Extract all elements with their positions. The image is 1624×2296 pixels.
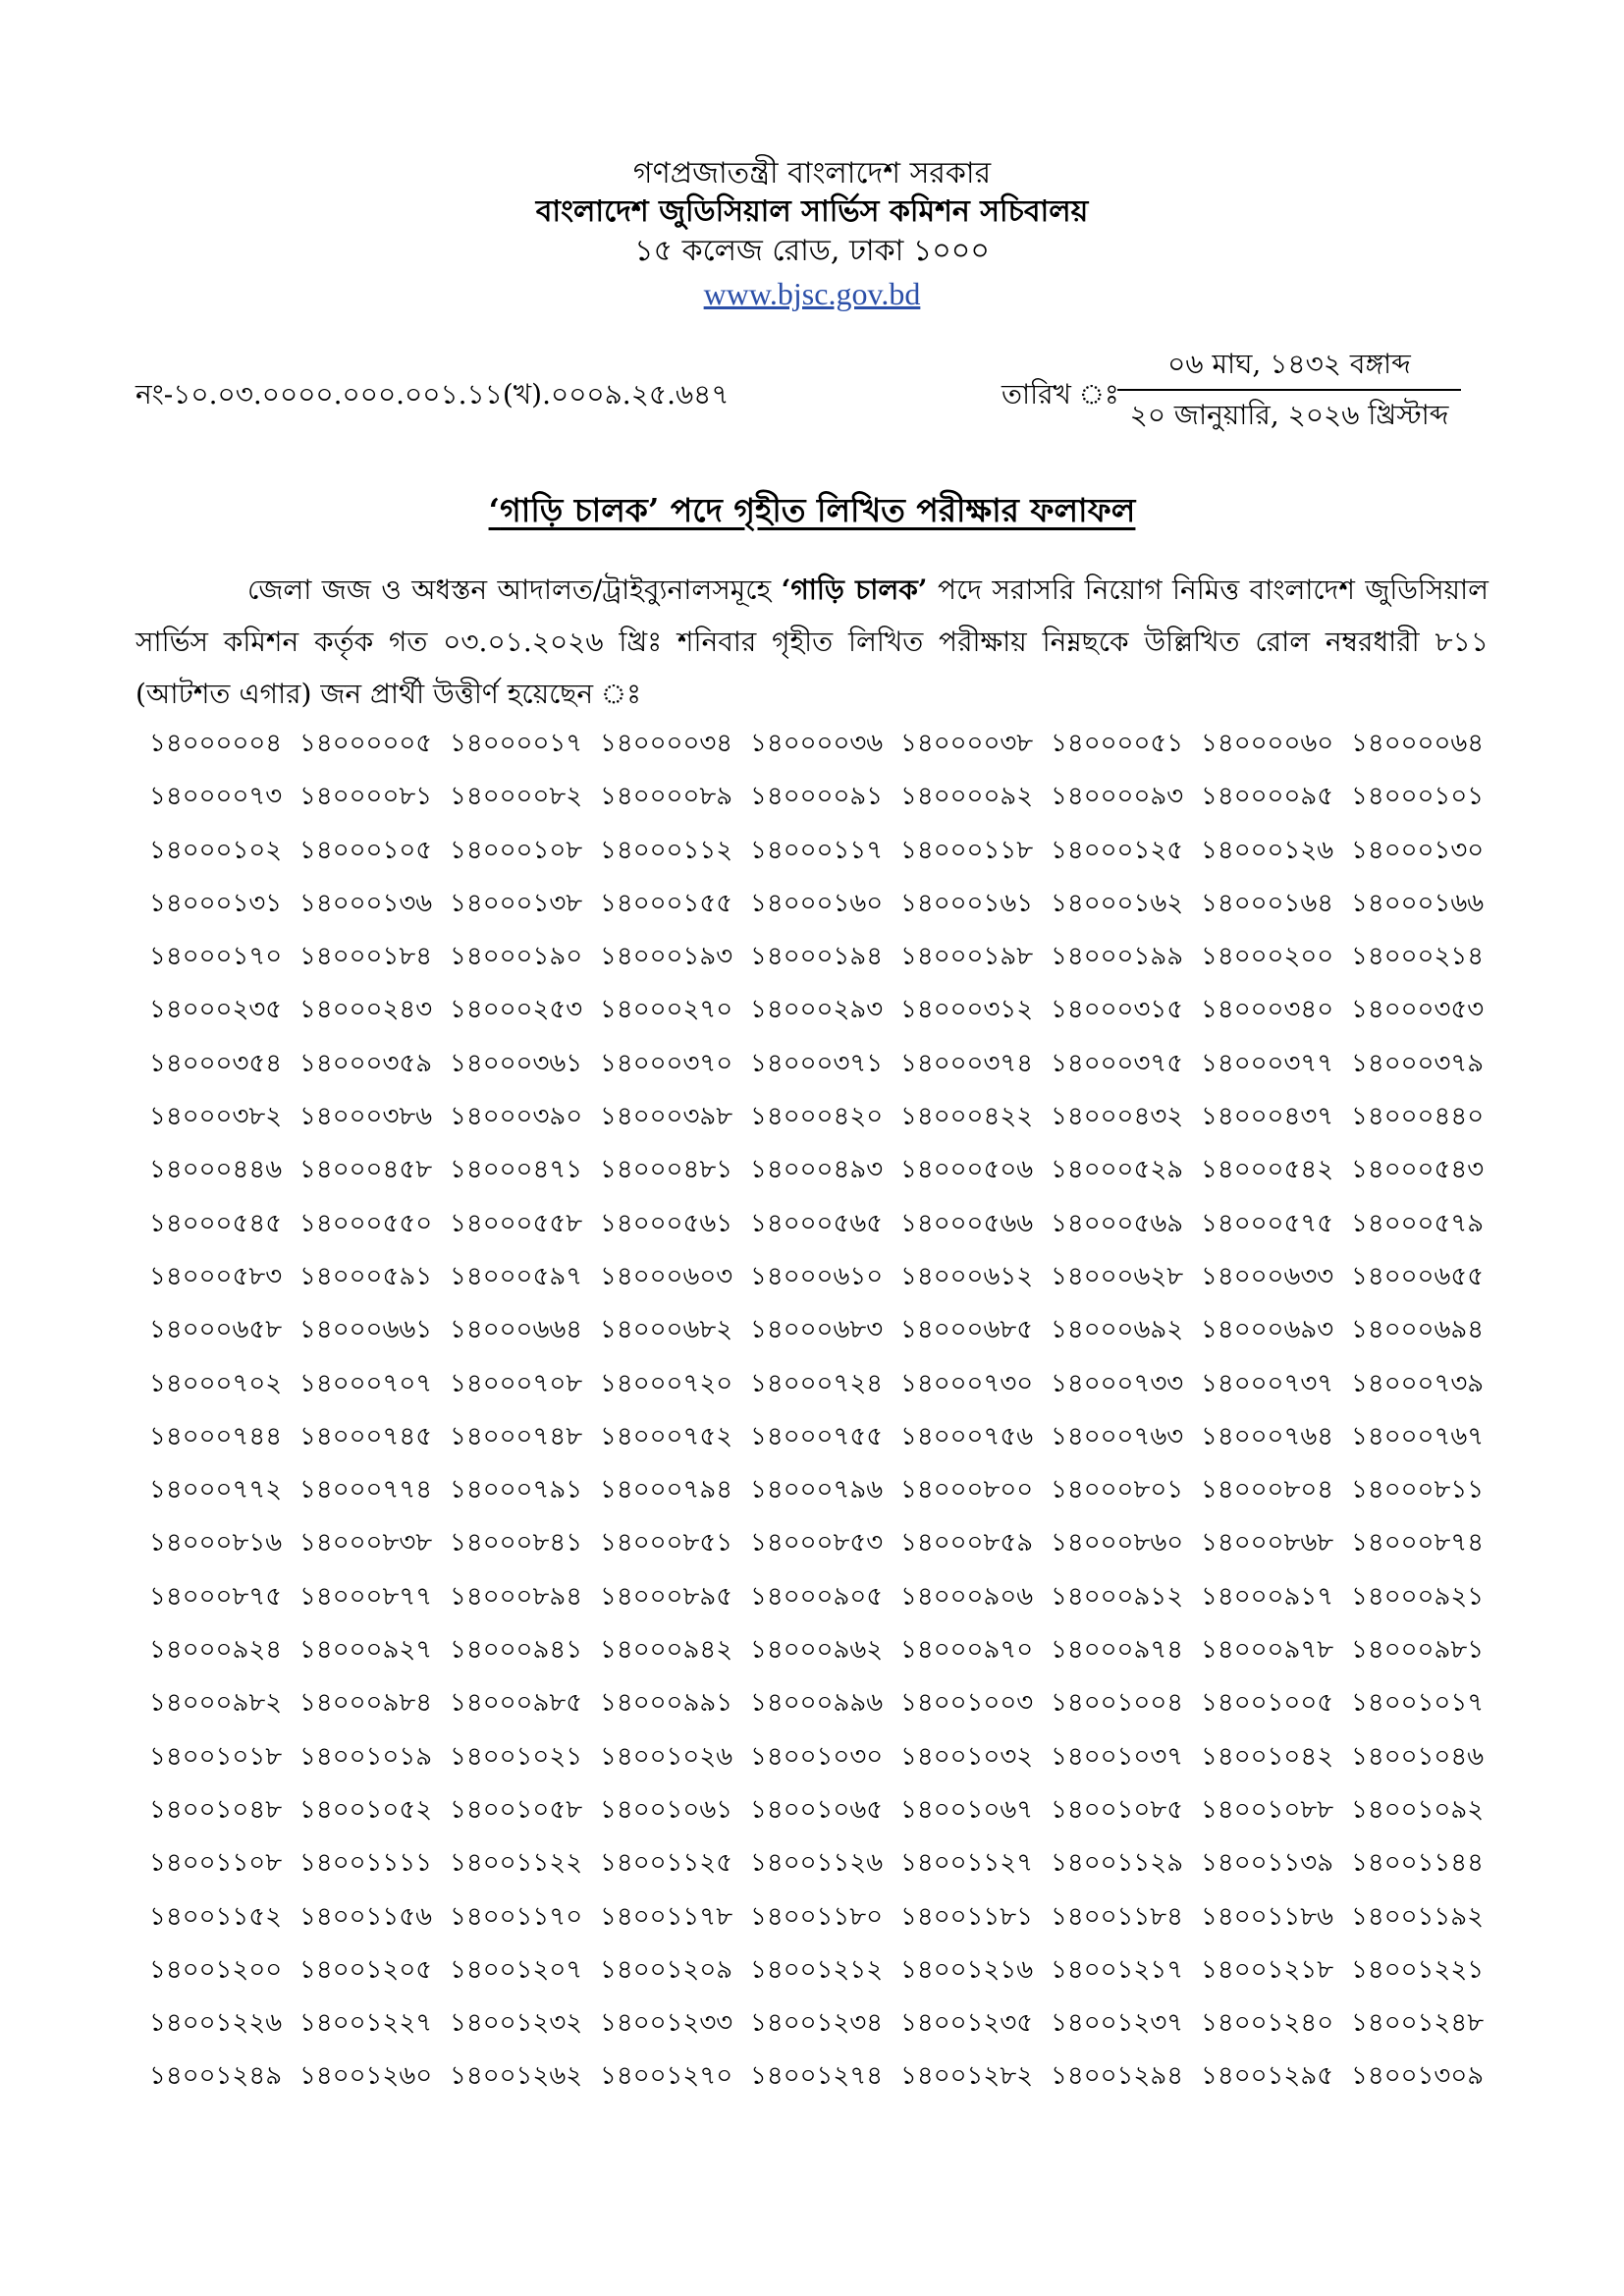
roll-number: ১৪০০১১৯২ — [1351, 1901, 1485, 1932]
roll-number: ১৪০০০৯৮২ — [149, 1688, 283, 1719]
roll-number: ১৪০০০৮৯৫ — [600, 1581, 733, 1612]
roll-number: ১৪০০০২৪৩ — [299, 995, 433, 1025]
roll-number: ১৪০০০৮০৪ — [1201, 1475, 1334, 1505]
roll-number: ১৪০০০৬৬১ — [299, 1315, 433, 1345]
roll-number: ১৪০০১০৮৫ — [1051, 1794, 1184, 1825]
roll-number: ১৪০০০৬৫৮ — [149, 1315, 283, 1345]
roll-number: ১৪০০১১৮৪ — [1051, 1901, 1184, 1932]
roll-number: ১৪০০০১৫৫ — [600, 888, 733, 918]
roll-number: ১৪০০০৫৬৫ — [750, 1208, 884, 1238]
roll-number: ১৪০০০৩১২ — [900, 995, 1034, 1025]
body-post: ‘গাড়ি চালক’ — [781, 574, 928, 606]
roll-number: ১৪০০০৫৭৫ — [1201, 1208, 1334, 1238]
roll-number: ১৪০০১০৪২ — [1201, 1741, 1334, 1772]
roll-number: ১৪০০০৯০৬ — [900, 1581, 1034, 1612]
roll-number: ১৪০০০৪২২ — [900, 1102, 1034, 1132]
roll-number: ১৪০০০০৯২ — [900, 782, 1034, 812]
roll-number: ১৪০০০০০৫ — [299, 729, 433, 758]
roll-number: ১৪০০০২৫৩ — [450, 995, 583, 1025]
roll-number: ১৪০০০২১৪ — [1351, 942, 1485, 972]
roll-number: ১৪০০০০৩৬ — [750, 729, 884, 758]
roll-number: ১৪০০০৪২০ — [750, 1102, 884, 1132]
roll-number: ১৪০০০০৯৫ — [1201, 782, 1334, 812]
body-part2: পদে সরাসরি নিয়োগ নিমিত্ত বাংলাদেশ জুডিসিয়াল সার্ভিস কমিশন কর্তৃক গত ০৩.০১.২০২৬ খ্রিঃ শনিবার গৃহীত লিখিত পরীক্ষায় নিম্নছকে উল্লিখিত রোল নম্বরধারী ৮১১ (আটশত এগার) জন প্রার্থী উত্তীর্ণ হয়েছেন ঃ — [135, 574, 1489, 710]
roll-number: ১৪০০০৩৯০ — [450, 1102, 583, 1132]
roll-number: ১৪০০১২৩৭ — [1051, 2008, 1184, 2039]
roll-number: ১৪০০০১৩১ — [149, 888, 283, 918]
roll-number: ১৪০০১৩০৯ — [1351, 2061, 1485, 2092]
roll-number: ১৪০০১২২১ — [1351, 1954, 1485, 1985]
roll-number: ১৪০০০৩৫৩ — [1351, 995, 1485, 1025]
roll-number: ১৪০০০০৩৪ — [600, 729, 733, 758]
roll-number: ১৪০০০১৯০ — [450, 942, 583, 972]
roll-number: ১৪০০০৯৪১ — [450, 1635, 583, 1666]
roll-number: ১৪০০০৪৭১ — [450, 1155, 583, 1185]
roll-number: ১৪০০০৬১২ — [900, 1261, 1034, 1291]
government-name: গণপ্রজাতন্ত্রী বাংলাদেশ সরকার — [632, 156, 992, 191]
roll-number: ১৪০০১০১৮ — [149, 1741, 283, 1772]
roll-number: ১৪০০১০৪৮ — [149, 1794, 283, 1825]
roll-number: ১৪০০০৩৭০ — [600, 1048, 733, 1078]
roll-number: ১৪০০০৩৭৫ — [1051, 1048, 1184, 1078]
roll-number: ১৪০০০৫৬১ — [600, 1208, 733, 1238]
roll-number: ১৪০০০৯৭০ — [900, 1635, 1034, 1666]
date-bangla: ০৬ মাঘ, ১৪৩২ বঙ্গাব্দ — [1117, 344, 1461, 391]
roll-number: ১৪০০০১২৫ — [1051, 835, 1184, 865]
office-name: বাংলাদেশ জুডিসিয়াল সার্ভিস কমিশন সচিবালয় — [535, 194, 1089, 229]
roll-number: ১৪০০০৮৬৮ — [1201, 1528, 1334, 1558]
roll-number: ১৪০০০৫৯১ — [299, 1261, 433, 1291]
roll-number: ১৪০০১২০০ — [149, 1954, 283, 1985]
roll-number: ১৪০০১০৬১ — [600, 1794, 733, 1825]
roll-number: ১৪০০১১৪৪ — [1351, 1848, 1485, 1879]
roll-number: ১৪০০১০০৩ — [900, 1688, 1034, 1719]
roll-number: ১৪০০১২৯৪ — [1051, 2061, 1184, 2092]
roll-number: ১৪০০০৮০০ — [900, 1475, 1034, 1505]
roll-number: ১৪০০০১৩০ — [1351, 835, 1485, 865]
roll-number: ১৪০০০৯৭৪ — [1051, 1635, 1184, 1666]
roll-number: ১৪০০০২৭০ — [600, 995, 733, 1025]
roll-number: ১৪০০০৩১৫ — [1051, 995, 1184, 1025]
roll-number: ১৪০০০৪৩২ — [1051, 1102, 1184, 1132]
memo-number: নং-১০.০৩.০০০০.০০০.০০১.১১(খ).০০০৯.২৫.৬৪৭ — [135, 378, 730, 410]
roll-number: ১৪০০১১২২ — [450, 1848, 583, 1879]
roll-number: ১৪০০০৩৭৯ — [1351, 1048, 1485, 1078]
roll-number: ১৪০০০০৮১ — [299, 782, 433, 812]
roll-number: ১৪০০১২৩৩ — [600, 2008, 733, 2039]
roll-number: ১৪০০০৭৫৬ — [900, 1421, 1034, 1451]
roll-number: ১৪০০১১০৮ — [149, 1848, 283, 1879]
roll-number: ১৪০০০৭৬৪ — [1201, 1421, 1334, 1451]
roll-number: ১৪০০০১৬৪ — [1201, 888, 1334, 918]
roll-number: ১৪০০০১০৮ — [450, 835, 583, 865]
roll-number: ১৪০০০৯২১ — [1351, 1581, 1485, 1612]
roll-number: ১৪০০০৬৯৪ — [1351, 1315, 1485, 1345]
letterhead — [0, 155, 1624, 316]
roll-number: ১৪০০১২১২ — [750, 1954, 884, 1985]
roll-number: ১৪০০০৬৬৪ — [450, 1315, 583, 1345]
roll-number: ১৪০০০৫৮৩ — [149, 1261, 283, 1291]
roll-number: ১৪০০১০১৯ — [299, 1741, 433, 1772]
roll-number: ১৪০০০৮৭৭ — [299, 1581, 433, 1612]
roll-number: ১৪০০০৯৮১ — [1351, 1635, 1485, 1666]
roll-number: ১৪০০০৩৭৪ — [900, 1048, 1034, 1078]
roll-number: ১৪০০০৭২৪ — [750, 1368, 884, 1398]
roll-number: ১৪০০১০৬৭ — [900, 1794, 1034, 1825]
roll-number: ১৪০০০৮৫৩ — [750, 1528, 884, 1558]
roll-number: ১৪০০০১১২ — [600, 835, 733, 865]
roll-number: ১৪০০১২২৭ — [299, 2008, 433, 2039]
roll-number: ১৪০০০১৩৮ — [450, 888, 583, 918]
roll-number: ১৪০০০৫৫০ — [299, 1208, 433, 1238]
roll-number: ১৪০০০৮৩৮ — [299, 1528, 433, 1558]
roll-number: ১৪০০০১২৬ — [1201, 835, 1334, 865]
roll-number: ১৪০০১২৭০ — [600, 2061, 733, 2092]
roll-number: ১৪০০০০৯১ — [750, 782, 884, 812]
roll-number: ১৪০০০০১৭ — [450, 729, 583, 758]
roll-number: ১৪০০০৭৯১ — [450, 1475, 583, 1505]
roll-number: ১৪০০১২৬২ — [450, 2061, 583, 2092]
roll-number: ১৪০০০৮৯৪ — [450, 1581, 583, 1612]
roll-number: ১৪০০১২২৬ — [149, 2008, 283, 2039]
roll-number: ১৪০০০৭৩৯ — [1351, 1368, 1485, 1398]
roll-number: ১৪০০১২৬০ — [299, 2061, 433, 2092]
roll-number: ১৪০০০৬০৩ — [600, 1261, 733, 1291]
roll-number: ১৪০০০৮৭৫ — [149, 1581, 283, 1612]
roll-number: ১৪০০০২০০ — [1201, 942, 1334, 972]
roll-number: ১৪০০০৩৭৭ — [1201, 1048, 1334, 1078]
roll-number: ১৪০০০৮৫৯ — [900, 1528, 1034, 1558]
roll-number: ১৪০০০৩৭১ — [750, 1048, 884, 1078]
roll-number: ১৪০০০৫২৯ — [1051, 1155, 1184, 1185]
roll-number: ১৪০০০৫৫৮ — [450, 1208, 583, 1238]
roll-number: ১৪০০১২৪০ — [1201, 2008, 1334, 2039]
roll-number: ১৪০০১২১৮ — [1201, 1954, 1334, 1985]
roll-number: ১৪০০১০৪৬ — [1351, 1741, 1485, 1772]
title-quote-close: ’ — [647, 491, 660, 529]
roll-number: ১৪০০০৭৪৫ — [299, 1421, 433, 1451]
office-address: ১৫ কলেজ রোড, ঢাকা ১০০০ — [634, 234, 990, 268]
roll-number: ১৪০০১২১৬ — [900, 1954, 1034, 1985]
roll-number: ১৪০০০৭৬৭ — [1351, 1421, 1485, 1451]
roll-number: ১৪০০০৬২৮ — [1051, 1261, 1184, 1291]
roll-number: ১৪০০০৪৯৩ — [750, 1155, 884, 1185]
roll-number: ১৪০০০৯৮৫ — [450, 1688, 583, 1719]
roll-number: ১৪০০০৯২৪ — [149, 1635, 283, 1666]
roll-number: ১৪০০১০৩০ — [750, 1741, 884, 1772]
roll-number: ১৪০০০৭০২ — [149, 1368, 283, 1398]
roll-number: ১৪০০১২১৭ — [1051, 1954, 1184, 1985]
roll-number: ১৪০০১১২৬ — [750, 1848, 884, 1879]
roll-number: ১৪০০০৭৬৩ — [1051, 1421, 1184, 1451]
roll-number: ১৪০০০১০২ — [149, 835, 283, 865]
roll-number: ১৪০০০০৭৩ — [149, 782, 283, 812]
roll-number: ১৪০০১১৮০ — [750, 1901, 884, 1932]
roll-number: ১৪০০০৫৭৯ — [1351, 1208, 1485, 1238]
roll-number: ১৪০০০৩৮২ — [149, 1102, 283, 1132]
date-block — [1117, 344, 1461, 436]
roll-number: ১৪০০০৮৭৪ — [1351, 1528, 1485, 1558]
title-post: গাড়ি চালক — [500, 491, 648, 529]
roll-number: ১৪০০০১৯৩ — [600, 942, 733, 972]
roll-number: ১৪০০০৭৯৬ — [750, 1475, 884, 1505]
roll-number: ১৪০০০১০৫ — [299, 835, 433, 865]
roll-number: ১৪০০০১৭০ — [149, 942, 283, 972]
roll-number: ১৪০০০১৯৯ — [1051, 942, 1184, 972]
roll-number: ১৪০০০৬৯৩ — [1201, 1315, 1334, 1345]
roll-number: ১৪০০১২০৭ — [450, 1954, 583, 1985]
title-rest: পদে গৃহীত লিখিত পরীক্ষার ফলাফল — [659, 491, 1136, 529]
roll-number: ১৪০০১২৩৪ — [750, 2008, 884, 2039]
roll-number: ১৪০০০৭৪৮ — [450, 1421, 583, 1451]
roll-number: ১৪০০১১৭০ — [450, 1901, 583, 1932]
roll-number: ১৪০০০৮৪১ — [450, 1528, 583, 1558]
roll-number: ১৪০০০৩৪০ — [1201, 995, 1334, 1025]
roll-number: ১৪০০১০২১ — [450, 1741, 583, 1772]
roll-number: ১৪০০০৯১২ — [1051, 1581, 1184, 1612]
roll-number: ১৪০০০২৩৫ — [149, 995, 283, 1025]
roll-number: ১৪০০১২৭৪ — [750, 2061, 884, 2092]
roll-number: ১৪০০১২৪৮ — [1351, 2008, 1485, 2039]
roll-number: ১৪০০০১১৮ — [900, 835, 1034, 865]
roll-number: ১৪০০০৭০৭ — [299, 1368, 433, 1398]
roll-number: ১৪০০০৬৮৩ — [750, 1315, 884, 1345]
roll-number: ১৪০০১২৩২ — [450, 2008, 583, 2039]
roll-number: ১৪০০০৭৭৪ — [299, 1475, 433, 1505]
roll-number: ১৪০০০০৯৩ — [1051, 782, 1184, 812]
roll-number: ১৪০০০৪৮১ — [600, 1155, 733, 1185]
roll-number: ১৪০০০০০৪ — [149, 729, 283, 758]
roll-number: ১৪০০১০৩৭ — [1051, 1741, 1184, 1772]
roll-number: ১৪০০০৪৫৮ — [299, 1155, 433, 1185]
roll-number: ১৪০০০০৮২ — [450, 782, 583, 812]
roll-number: ১৪০০১০২৬ — [600, 1741, 733, 1772]
roll-number: ১৪০০০৭৭২ — [149, 1475, 283, 1505]
roll-number: ১৪০০০৯০৫ — [750, 1581, 884, 1612]
roll-number: ১৪০০০৫৪২ — [1201, 1155, 1334, 1185]
roll-number: ১৪০০১১২৫ — [600, 1848, 733, 1879]
roll-number: ১৪০০০১৯৮ — [900, 942, 1034, 972]
roll-number: ১৪০০০০৩৮ — [900, 729, 1034, 758]
roll-number: ১৪০০০৯১৭ — [1201, 1581, 1334, 1612]
roll-number: ১৪০০০১৬২ — [1051, 888, 1184, 918]
roll-number: ১৪০০০৫৪৫ — [149, 1208, 283, 1238]
roll-number: ১৪০০১২৪৯ — [149, 2061, 283, 2092]
roll-number: ১৪০০০৬১০ — [750, 1261, 884, 1291]
roll-number: ১৪০০০১০১ — [1351, 782, 1485, 812]
roll-number: ১৪০০১০৫২ — [299, 1794, 433, 1825]
roll-number: ১৪০০১০১৭ — [1351, 1688, 1485, 1719]
roll-number: ১৪০০০০৬০ — [1201, 729, 1334, 758]
notice-paragraph — [135, 564, 1489, 720]
roll-number: ১৪০০০৫৬৯ — [1051, 1208, 1184, 1238]
roll-number: ১৪০০০৯৮৪ — [299, 1688, 433, 1719]
roll-number: ১৪০০১০৬৫ — [750, 1794, 884, 1825]
roll-number: ১৪০০০৬৯২ — [1051, 1315, 1184, 1345]
roll-number: ১৪০০০০৬৪ — [1351, 729, 1485, 758]
roll-number: ১৪০০০৪৪০ — [1351, 1102, 1485, 1132]
roll-number: ১৪০০১০৯২ — [1351, 1794, 1485, 1825]
roll-number: ১৪০০১০০৫ — [1201, 1688, 1334, 1719]
roll-number: ১৪০০০৫৯৭ — [450, 1261, 583, 1291]
roll-number: ১৪০০১১২৯ — [1051, 1848, 1184, 1879]
roll-number: ১৪০০০৭২০ — [600, 1368, 733, 1398]
roll-number: ১৪০০১১৩৯ — [1201, 1848, 1334, 1879]
roll-number: ১৪০০১০৫৮ — [450, 1794, 583, 1825]
roll-number: ১৪০০০৮১৬ — [149, 1528, 283, 1558]
roll-number: ১৪০০১০৩২ — [900, 1741, 1034, 1772]
roll-number: ১৪০০০৫৬৬ — [900, 1208, 1034, 1238]
roll-number: ১৪০০১০০৪ — [1051, 1688, 1184, 1719]
roll-number: ১৪০০০৭৫৫ — [750, 1421, 884, 1451]
roll-number: ১৪০০১২০৫ — [299, 1954, 433, 1985]
roll-number: ১৪০০১০৮৮ — [1201, 1794, 1334, 1825]
roll-number: ১৪০০০৩৫৪ — [149, 1048, 283, 1078]
roll-number: ১৪০০০৭৫২ — [600, 1421, 733, 1451]
body-part1: জেলা জজ ও অধস্তন আদালত/ট্রাইব্যুনালসমূহে — [247, 574, 782, 606]
date-label: তারিখ ঃ — [1001, 378, 1119, 410]
website-link[interactable]: www.bjsc.gov.bd — [703, 276, 921, 311]
roll-number: ১৪০০০৮১১ — [1351, 1475, 1485, 1505]
roll-number: ১৪০০০৮৬০ — [1051, 1528, 1184, 1558]
roll-number: ১৪০০০১৬০ — [750, 888, 884, 918]
roll-number: ১৪০০০৯৪২ — [600, 1635, 733, 1666]
roll-number: ১৪০০০৫৪৩ — [1351, 1155, 1485, 1185]
roll-number: ১৪০০১২৮২ — [900, 2061, 1034, 2092]
roll-number: ১৪০০০৯৭৮ — [1201, 1635, 1334, 1666]
roll-number: ১৪০০০৯৯৬ — [750, 1688, 884, 1719]
roll-number: ১৪০০০১৬১ — [900, 888, 1034, 918]
roll-number: ১৪০০০৩৯৮ — [600, 1102, 733, 1132]
roll-number: ১৪০০১১১১ — [299, 1848, 433, 1879]
roll-number: ১৪০০০৮০১ — [1051, 1475, 1184, 1505]
roll-number: ১৪০০১১৫২ — [149, 1901, 283, 1932]
roll-number: ১৪০০০১৬৬ — [1351, 888, 1485, 918]
roll-number: ১৪০০০০৮৯ — [600, 782, 733, 812]
roll-number: ১৪০০০৬৮৫ — [900, 1315, 1034, 1345]
roll-number: ১৪০০০৬৮২ — [600, 1315, 733, 1345]
roll-number: ১৪০০১১৮৬ — [1201, 1901, 1334, 1932]
roll-number: ১৪০০১১৮১ — [900, 1901, 1034, 1932]
roll-number: ১৪০০০৯২৭ — [299, 1635, 433, 1666]
roll-number: ১৪০০০৮৫১ — [600, 1528, 733, 1558]
roll-number: ১৪০০০৭৩০ — [900, 1368, 1034, 1398]
roll-number: ১৪০০১১৭৮ — [600, 1901, 733, 1932]
roll-number: ১৪০০০০৫১ — [1051, 729, 1184, 758]
roll-number: ১৪০০০১১৭ — [750, 835, 884, 865]
roll-number: ১৪০০০৭৪৪ — [149, 1421, 283, 1451]
title-quote-open: ‘ — [488, 491, 501, 529]
roll-number: ১৪০০০৪৩৭ — [1201, 1102, 1334, 1132]
roll-number: ১৪০০০৭৩৭ — [1201, 1368, 1334, 1398]
roll-number: ১৪০০০৫০৬ — [900, 1155, 1034, 1185]
roll-number-grid — [149, 717, 1504, 2104]
roll-number: ১৪০০০১৩৬ — [299, 888, 433, 918]
roll-number: ১৪০০০২৯৩ — [750, 995, 884, 1025]
roll-number: ১৪০০০৩৫৯ — [299, 1048, 433, 1078]
roll-number: ১৪০০০৪৪৬ — [149, 1155, 283, 1185]
roll-number: ১৪০০১২৩৫ — [900, 2008, 1034, 2039]
roll-number: ১৪০০০৬৫৫ — [1351, 1261, 1485, 1291]
roll-number: ১৪০০১২৯৫ — [1201, 2061, 1334, 2092]
roll-number: ১৪০০০৭৯৪ — [600, 1475, 733, 1505]
roll-number: ১৪০০০৭০৮ — [450, 1368, 583, 1398]
roll-number: ১৪০০০১৮৪ — [299, 942, 433, 972]
roll-number: ১৪০০১১২৭ — [900, 1848, 1034, 1879]
roll-number: ১৪০০০৯৬২ — [750, 1635, 884, 1666]
page-title — [0, 485, 1624, 540]
roll-number: ১৪০০০৯৯১ — [600, 1688, 733, 1719]
roll-number: ১৪০০০৩৮৬ — [299, 1102, 433, 1132]
roll-number: ১৪০০০৭৩৩ — [1051, 1368, 1184, 1398]
roll-number: ১৪০০০৩৬১ — [450, 1048, 583, 1078]
roll-number: ১৪০০১১৫৬ — [299, 1901, 433, 1932]
roll-number: ১৪০০০৬৩৩ — [1201, 1261, 1334, 1291]
roll-number: ১৪০০০১৯৪ — [750, 942, 884, 972]
date-gregorian: ২০ জানুয়ারি, ২০২৬ খ্রিস্টাব্দ — [1129, 399, 1449, 431]
roll-number: ১৪০০১২০৯ — [600, 1954, 733, 1985]
